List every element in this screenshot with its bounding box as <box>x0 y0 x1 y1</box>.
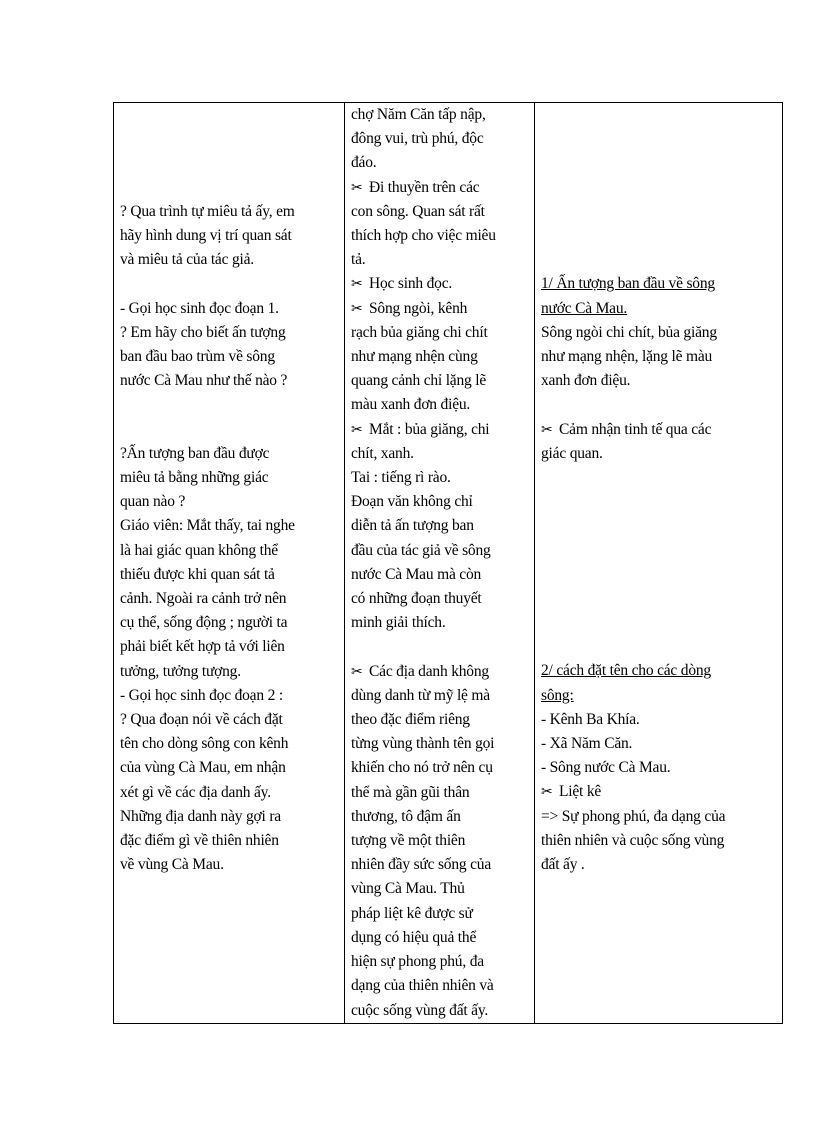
content-cell <box>535 103 783 1024</box>
text-line: khiến cho nó trở nên cụ <box>351 759 493 777</box>
text-line: - Gọi học sinh đọc đoạn 2 : <box>120 686 283 704</box>
text-line: đầu của tác giả về sông <box>351 541 491 559</box>
text-line: - Gọi học sinh đọc đoạn 1. <box>120 299 279 317</box>
text-line: của vùng Cà Mau, em nhận <box>120 759 286 777</box>
scissors-icon: ✂ <box>541 784 553 801</box>
text-line: tượng về một thiên <box>351 832 466 850</box>
text-line: Học sinh đọc. <box>369 275 453 293</box>
text-line: thiên nhiên và cuộc sống vùng <box>541 831 725 849</box>
scissors-icon: ✂ <box>351 179 363 196</box>
text-line: tả. <box>351 251 366 269</box>
text-line: rạch bủa giăng chi chít <box>351 323 488 341</box>
text-line: chợ Năm Căn tấp nập, <box>351 106 486 123</box>
text-line: Sông ngòi, kênh <box>369 299 468 317</box>
text-line: thiếu được khi quan sát tả <box>120 565 275 583</box>
student-activity-cell <box>345 103 535 1024</box>
lesson-table <box>113 102 783 1024</box>
text-line: đặc điểm gì về thiên nhiên <box>120 831 279 849</box>
text-line: minh giải thích. <box>351 614 446 632</box>
text-line: đông vui, trù phú, độc <box>351 130 484 148</box>
text-line: Các địa danh không <box>369 662 489 680</box>
text-line: xét gì về các địa danh ấy. <box>120 783 271 801</box>
list-item: - Kênh Ba Khía. <box>541 710 640 728</box>
text-line: từng vùng thành tên gọi <box>351 735 495 753</box>
text-line: là hai giác quan không thể <box>120 541 278 559</box>
scissors-icon: ✂ <box>351 300 363 317</box>
text-line: Sông ngòi chi chít, bủa giăng <box>541 323 717 341</box>
text-line: quang cảnh chỉ lặng lẽ <box>351 372 487 390</box>
text-line: cuộc sống vùng đất ấy. <box>351 1001 489 1019</box>
text-line: Mắt : bủa giăng, chi <box>369 420 490 438</box>
text-line: thể mà gần gũi thân <box>351 783 470 801</box>
text-line: Những địa danh này gợi ra <box>120 807 281 825</box>
scissors-icon: ✂ <box>351 421 363 438</box>
text-line: miêu tả bằng những giác <box>120 468 269 486</box>
text-line: diễn tả ấn tượng ban <box>351 517 474 535</box>
text-line: tưởng, tưởng tượng. <box>120 662 241 680</box>
text-line: hãy hình dung vị trí quan sát <box>120 226 292 244</box>
text-line: xanh đơn điệu. <box>541 372 631 390</box>
text-line: giác quan. <box>541 444 603 462</box>
text-line: pháp liệt kê được sử <box>351 904 473 922</box>
section-heading: 2/ cách đặt tên cho các dòng <box>541 662 711 680</box>
text-line: dạng của thiên nhiên và <box>351 977 494 995</box>
text-line: như mạng nhện cùng <box>351 348 478 366</box>
text-line: Liệt kê <box>559 783 602 801</box>
table-row <box>114 103 783 1024</box>
scissors-icon: ✂ <box>351 276 363 293</box>
text-line: Tai : tiếng rì rào. <box>351 469 451 487</box>
text-line: phải biết kết hợp tả với liên <box>120 638 285 656</box>
text-line: Đoạn văn không chỉ <box>351 493 473 511</box>
text-line: hiện sự phong phú, đa <box>351 953 484 971</box>
section-heading: 1/ Ấn tượng ban đầu về sông <box>541 275 715 293</box>
text-line: theo đặc điểm riêng <box>351 711 470 729</box>
text-line: màu xanh đơn điệu. <box>351 396 471 414</box>
text-line: cảnh. Ngoài ra cảnh trở nên <box>120 589 287 607</box>
list-item: - Xã Năm Căn. <box>541 735 633 753</box>
text-line: ?Ấn tượng ban đầu được <box>120 444 270 462</box>
teacher-activity-cell <box>114 103 345 1024</box>
text-line: ? Em hãy cho biết ấn tượng <box>120 323 286 341</box>
text-line: thương, tô đậm ấn <box>351 807 461 825</box>
section-heading: nước Cà Mau. <box>541 299 628 317</box>
text-line: ? Qua đoạn nói về cách đặt <box>120 710 283 728</box>
text-line: nước Cà Mau như thế nào ? <box>120 372 288 390</box>
section-heading: sông: <box>541 686 574 704</box>
text-line: dụng có hiệu quả thể <box>351 928 477 946</box>
text-line: vùng Cà Mau. Thủ <box>351 880 465 898</box>
scissors-icon: ✂ <box>351 663 363 680</box>
text-line: Cảm nhận tinh tế qua các <box>559 420 712 438</box>
text-line: chít, xanh. <box>351 444 414 462</box>
text-line: thích hợp cho việc miêu <box>351 227 496 245</box>
text-line: và miêu tả của tác giả. <box>120 251 254 269</box>
text-line: có những đoạn thuyết <box>351 590 482 608</box>
text-line: dùng danh từ mỹ lệ mà <box>351 686 490 704</box>
text-line: con sông. Quan sát rất <box>351 202 485 220</box>
text-line: cụ thể, sống động ; người ta <box>120 614 288 632</box>
text-line: quan nào ? <box>120 493 186 511</box>
text-line: Đi thuyền trên các <box>369 178 480 196</box>
text-line: nước Cà Mau mà còn <box>351 565 482 583</box>
text-line: đáo. <box>351 154 377 172</box>
text-line: Giáo viên: Mắt thấy, tai nghe <box>120 517 295 535</box>
list-item: - Sông nước Cà Mau. <box>541 759 671 777</box>
text-line: ban đầu bao trùm về sông <box>120 347 275 365</box>
text-line: đất ấy . <box>541 856 585 874</box>
scissors-icon: ✂ <box>541 421 553 438</box>
text-line: nhiên đầy sức sống của <box>351 856 492 874</box>
text-line: tên cho dòng sông con kênh <box>120 735 289 753</box>
text-line: về vùng Cà Mau. <box>120 856 224 874</box>
text-line: ? Qua trình tự miêu tả ấy, em <box>120 202 295 220</box>
text-line: như mạng nhện, lặng lẽ màu <box>541 347 713 365</box>
text-line: => Sự phong phú, đa dạng của <box>541 807 726 825</box>
